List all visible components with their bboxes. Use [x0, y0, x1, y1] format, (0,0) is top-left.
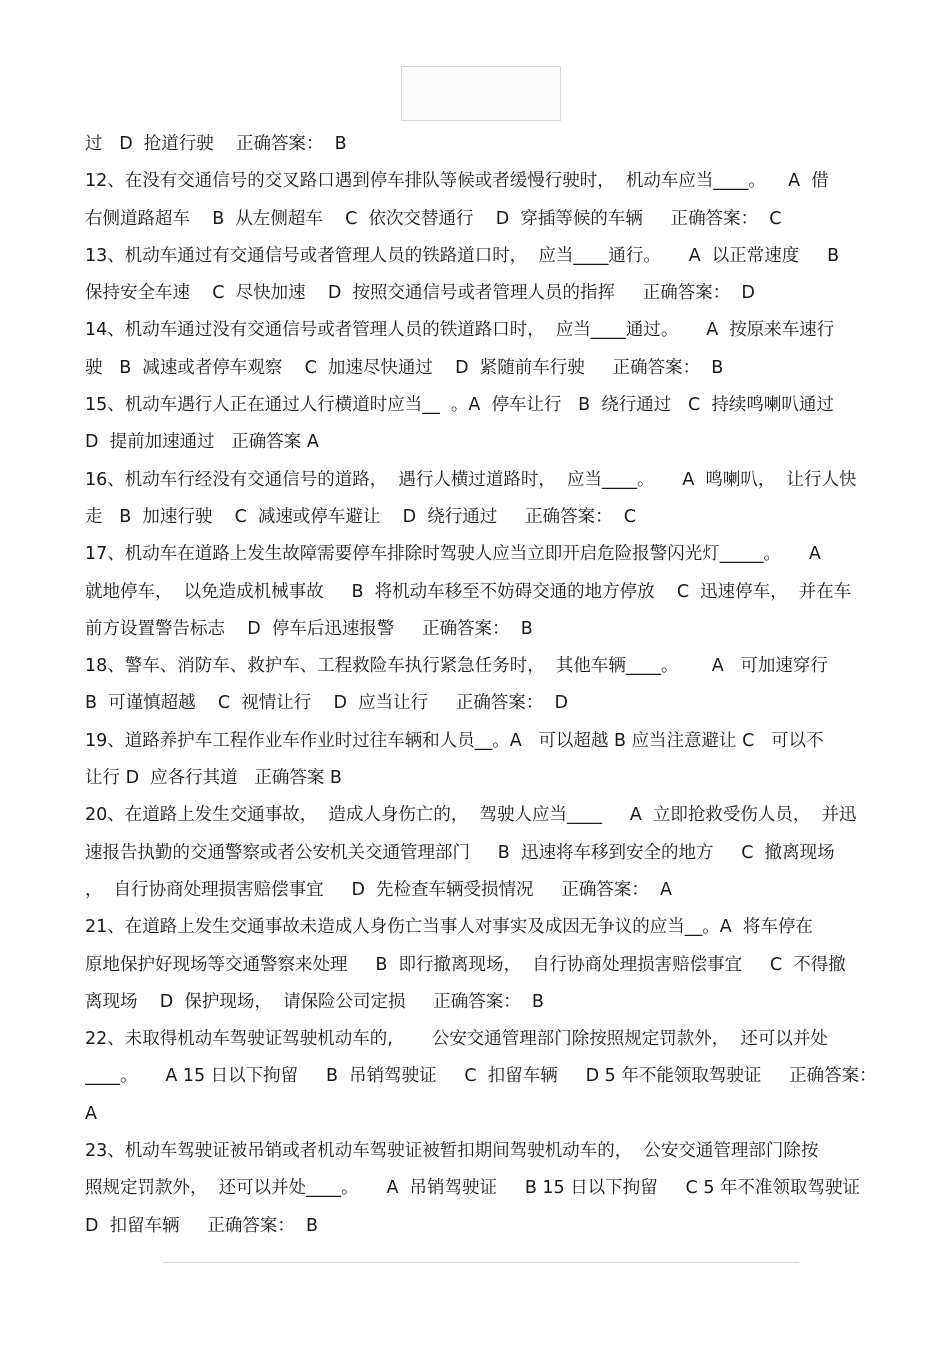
text-line: 16、机动车行经没有交通信号的道路， 遇行人横过道路时， 应当____。 A 鸣喇叭， 让行人快 — [85, 469, 857, 490]
header-placeholder-box — [401, 66, 561, 121]
text-line: 14、机动车通过没有交通信号或者管理人员的铁道路口时， 应当____通过。 A 按原来车速行 — [85, 320, 835, 341]
text-line: 21、在道路上发生交通事故未造成人身伤亡当事人对事实及成因无争议的应当__。A 将车停在 — [85, 917, 813, 938]
text-line: 原地保护好现场等交通警察来处理 B 即行撤离现场， 自行协商处理损害赔偿事宜 C 不得撤 — [85, 954, 846, 975]
text-line: 离现场 D 保护现场， 请保险公司定损 正确答案： B — [85, 991, 544, 1012]
document-body — [85, 126, 885, 1245]
text-line: 23、机动车驾驶证被吊销或者机动车驾驶证被暂扣期间驾驶机动车的， 公安交通管理部门除按 — [85, 1141, 819, 1162]
text-line: 就地停车， 以免造成机械事故 B 将机动车移至不妨碍交通的地方停放 C 迅速停车， 并在车 — [85, 581, 852, 602]
text-line: 走 B 加速行驶 C 减速或停车避让 D 绕行通过 正确答案： C — [85, 506, 636, 527]
text-line: 速报告执勤的交通警察或者公安机关交通管理部门 B 迅速将车移到安全的地方 C 撤离现场 — [85, 842, 835, 863]
text-line: 18、警车、消防车、救护车、工程救险车执行紧急任务时， 其他车辆____。 A 可加速穿行 — [85, 656, 828, 677]
text-line: D 提前加速通过 正确答案 A — [85, 432, 319, 453]
text-line: 20、在道路上发生交通事故， 造成人身伤亡的， 驾驶人应当____ A 立即抢救受伤人员， 并迅 — [85, 805, 857, 826]
text-line: 前方设置警告标志 D 停车后迅速报警 正确答案： B — [85, 618, 533, 639]
text-line: A — [85, 1103, 97, 1124]
footer-divider — [163, 1262, 799, 1263]
text-line: D 扣留车辆 正确答案： B — [85, 1215, 319, 1236]
text-line: 12、在没有交通信号的交叉路口遇到停车排队等候或者缓慢行驶时， 机动车应当____。 A 借 — [85, 171, 829, 192]
text-line: 19、道路养护车工程作业车作业时过往车辆和人员__。A 可以超越 B 应当注意避让 C 可以不 — [85, 730, 824, 751]
text-line: 驶 B 减速或者停车观察 C 加速尽快通过 D 紧随前车行驶 正确答案： B — [85, 357, 724, 378]
text-line: 15、机动车遇行人正在通过人行横道时应当__ 。A 停车让行 B 绕行通过 C 持续鸣喇叭通过 — [85, 395, 834, 416]
text-line: 右侧道路超车 B 从左侧超车 C 依次交替通行 D 穿插等候的车辆 正确答案： C — [85, 208, 782, 229]
text-line: B 可谨慎超越 C 视情让行 D 应当让行 正确答案： D — [85, 693, 568, 714]
text-line: ， 自行协商处理损害赔偿事宜 D 先检查车辆受损情况 正确答案： A — [85, 879, 672, 900]
text-line: 17、机动车在道路上发生故障需要停车排除时驾驶人应当立即开启危险报警闪光灯_____。 A — [85, 544, 821, 565]
text-line: 13、机动车通过有交通信号或者管理人员的铁路道口时， 应当____通行。 A 以正常速度 B — [85, 245, 840, 266]
text-line: 22、未取得机动车驾驶证驾驶机动车的, 公安交通管理部门除按照规定罚款外， 还可以并处 — [85, 1029, 828, 1050]
text-line: 让行 D 应各行其道 正确答案 B — [85, 768, 342, 789]
text-line: ____。 A 15 日以下拘留 B 吊销驾驶证 C 扣留车辆 D 5 年不能领取驾驶证 正确答案： — [85, 1066, 877, 1087]
text-line: 过 D 抢道行驶 正确答案： B — [85, 134, 347, 154]
text-line: 照规定罚款外， 还可以并处____。 A 吊销驾驶证 B 15 日以下拘留 C 5 年不准领取驾驶证 — [85, 1178, 861, 1199]
text-line: 保持安全车速 C 尽快加速 D 按照交通信号或者管理人员的指挥 正确答案： D — [85, 283, 755, 304]
